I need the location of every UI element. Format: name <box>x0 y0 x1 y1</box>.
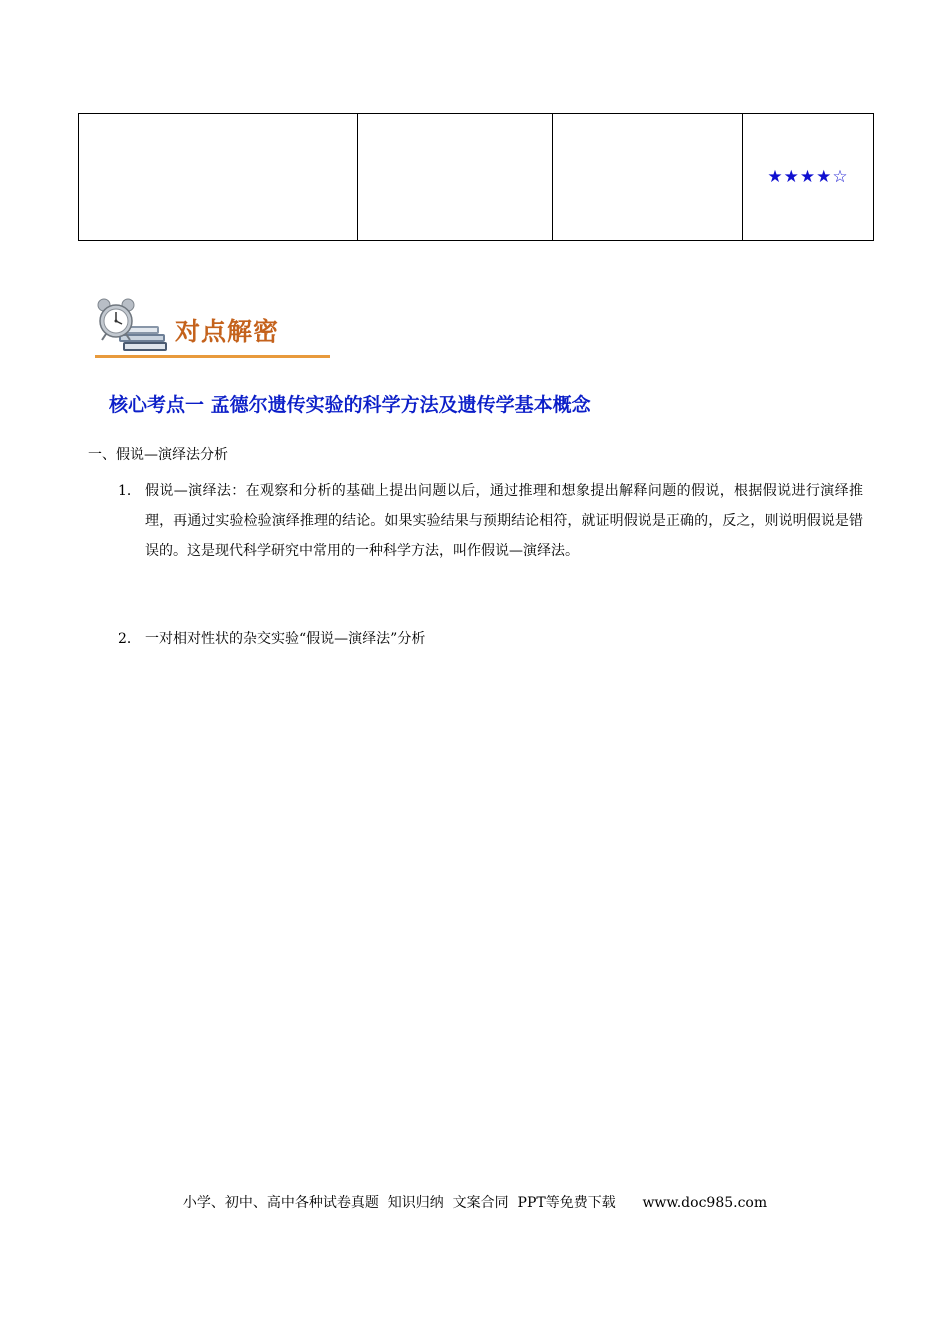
item-number: 2． <box>118 631 141 647</box>
table-cell-rating <box>743 114 874 241</box>
table-row <box>79 114 874 241</box>
info-table <box>78 113 874 241</box>
item-text: 假说—演绎法：在观察和分析的基础上提出问题以后，通过推理和想象提出解释问题的假说，根据假说进行演绎推理，再通过实验检验演绎推理的结论。如果实验结果与预期结论相符，就证明假说是正确的，反之，则说明假说是错误的。这是现代科学研究中常用的一种科学方法，叫作假说—演绎法。 <box>145 483 863 559</box>
table-cell-3 <box>553 114 743 241</box>
list-item <box>118 476 863 566</box>
alarm-clock-books-icon <box>95 296 173 356</box>
banner-underline <box>95 355 330 358</box>
item-number: 1． <box>118 483 141 499</box>
list-item <box>118 624 863 654</box>
page-footer: 小学、初中、高中各种试卷真题 知识归纳 文案合同 PPT等免费下载 www.doc985.com <box>182 1195 768 1211</box>
section-heading: 核心考点一 孟德尔遗传实验的科学方法及遗传学基本概念 <box>109 394 591 416</box>
table-cell-2 <box>358 114 553 241</box>
table-cell-1 <box>79 114 358 241</box>
subheading: 一、假说—演绎法分析 <box>88 447 228 463</box>
banner-title: 对点解密 <box>175 317 280 346</box>
item-text: 一对相对性状的杂交实验“假说—演绎法”分析 <box>145 631 426 647</box>
section-banner <box>95 296 330 360</box>
difficulty-stars: ★★★★☆ <box>767 167 849 187</box>
